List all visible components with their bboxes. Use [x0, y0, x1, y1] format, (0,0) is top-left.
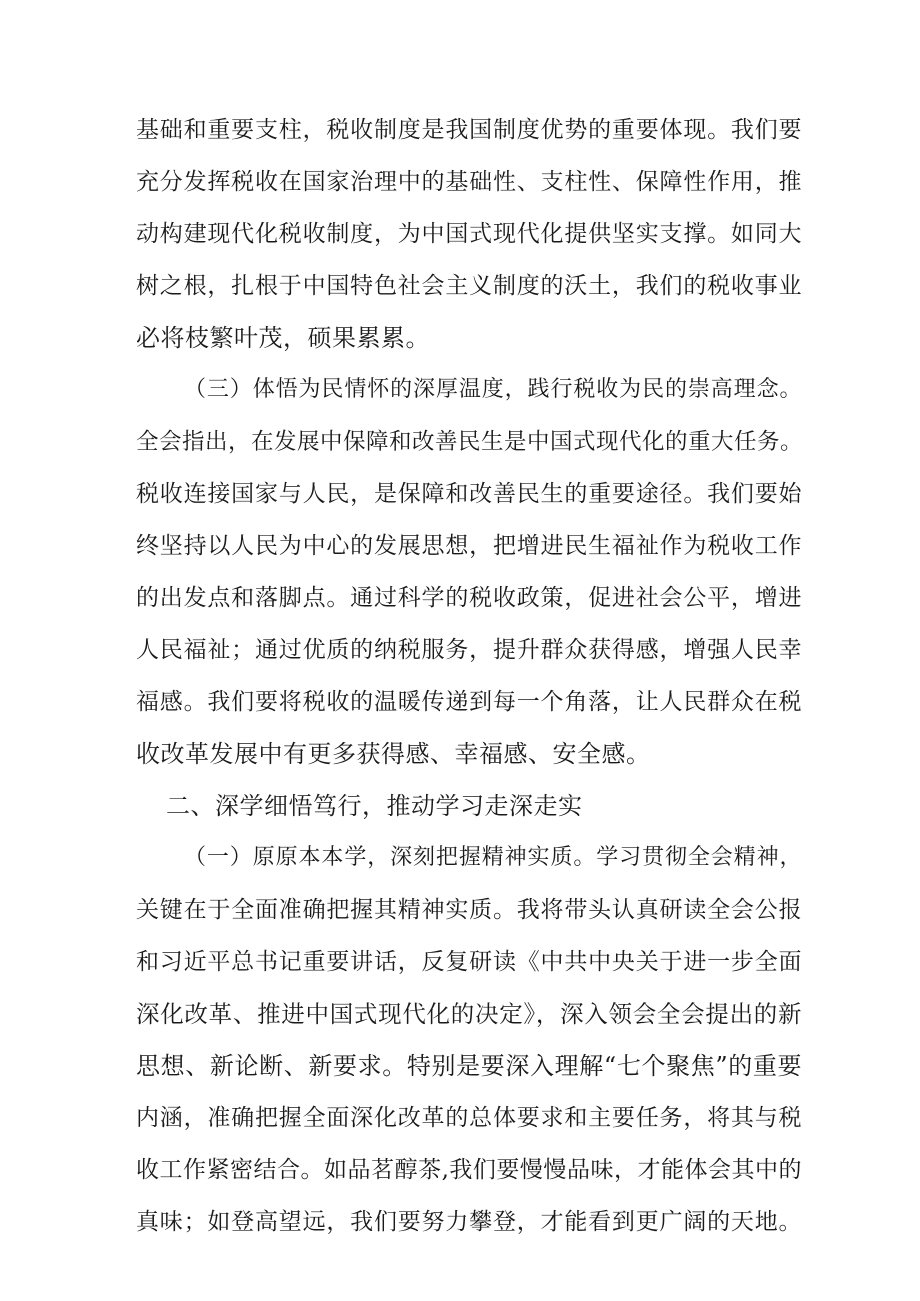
- text-line: 人民福祉；通过优质的纳税服务，提升群众获得感，增强人民幸: [136, 637, 802, 663]
- text-line: 真味；如登高望远，我们要努力攀登，才能看到更广阔的天地。: [136, 1209, 802, 1235]
- text-line: 思想、新论断、新要求。特别是要深入理解“七个聚焦”的重要: [136, 1052, 802, 1080]
- text-line: 必将枝繁叶茂，硕果累累。: [136, 324, 430, 352]
- text-line: 树之根，扎根于中国特色社会主义制度的沃土，我们的税收事业: [136, 273, 802, 299]
- section-heading-line: （三）体悟为民情怀的深厚温度，践行税收为民的崇高理念。: [184, 377, 802, 402]
- text-line: 福感。我们要将税收的温暖传递到每一个角落，让人民群众在税: [136, 689, 802, 715]
- chapter-heading: 二、深学细悟笃行，推动学习走深走实: [166, 792, 583, 820]
- section-heading-line: （一）原原本本学，深刻把握精神实质。学习贯彻全会精神，: [184, 845, 802, 870]
- text-line: 收改革发展中有更多获得感、幸福感、安全感。: [136, 740, 651, 768]
- text-line: 深化改革、推进中国式现代化的决定》，深入领会全会提出的新: [136, 1000, 802, 1028]
- text-line: 基础和重要支柱，税收制度是我国制度优势的重要体现。我们要: [136, 117, 802, 143]
- text-line: 关键在于全面准确把握其精神实质。我将带头认真研读全会公报: [136, 897, 802, 923]
- text-line: 全会指出，在发展中保障和改善民生是中国式现代化的重大任务。: [136, 429, 804, 455]
- text-line: 税收连接国家与人民，是保障和改善民生的重要途径。我们要始: [136, 481, 802, 507]
- text-line: 内涵，准确把握全面深化改革的总体要求和主要任务，将其与税: [136, 1105, 802, 1131]
- text-line: 终坚持以人民为中心的发展思想，把增进民生福祉作为税收工作: [136, 533, 802, 559]
- text-line: 和习近平总书记重要讲话，反复研读《中共中央关于进一步全面: [136, 949, 802, 975]
- text-line: 充分发挥税收在国家治理中的基础性、支柱性、保障性作用，推: [136, 169, 802, 195]
- text-line: 动构建现代化税收制度，为中国式现代化提供坚实支撑。如同大: [136, 221, 802, 247]
- document-body: [136, 104, 802, 1248]
- text-line: 收工作紧密结合。如品茗醇茶,我们要慢慢品味，才能体会其中的: [136, 1157, 802, 1183]
- text-line: 的出发点和落脚点。通过科学的税收政策，促进社会公平，增进: [136, 585, 802, 611]
